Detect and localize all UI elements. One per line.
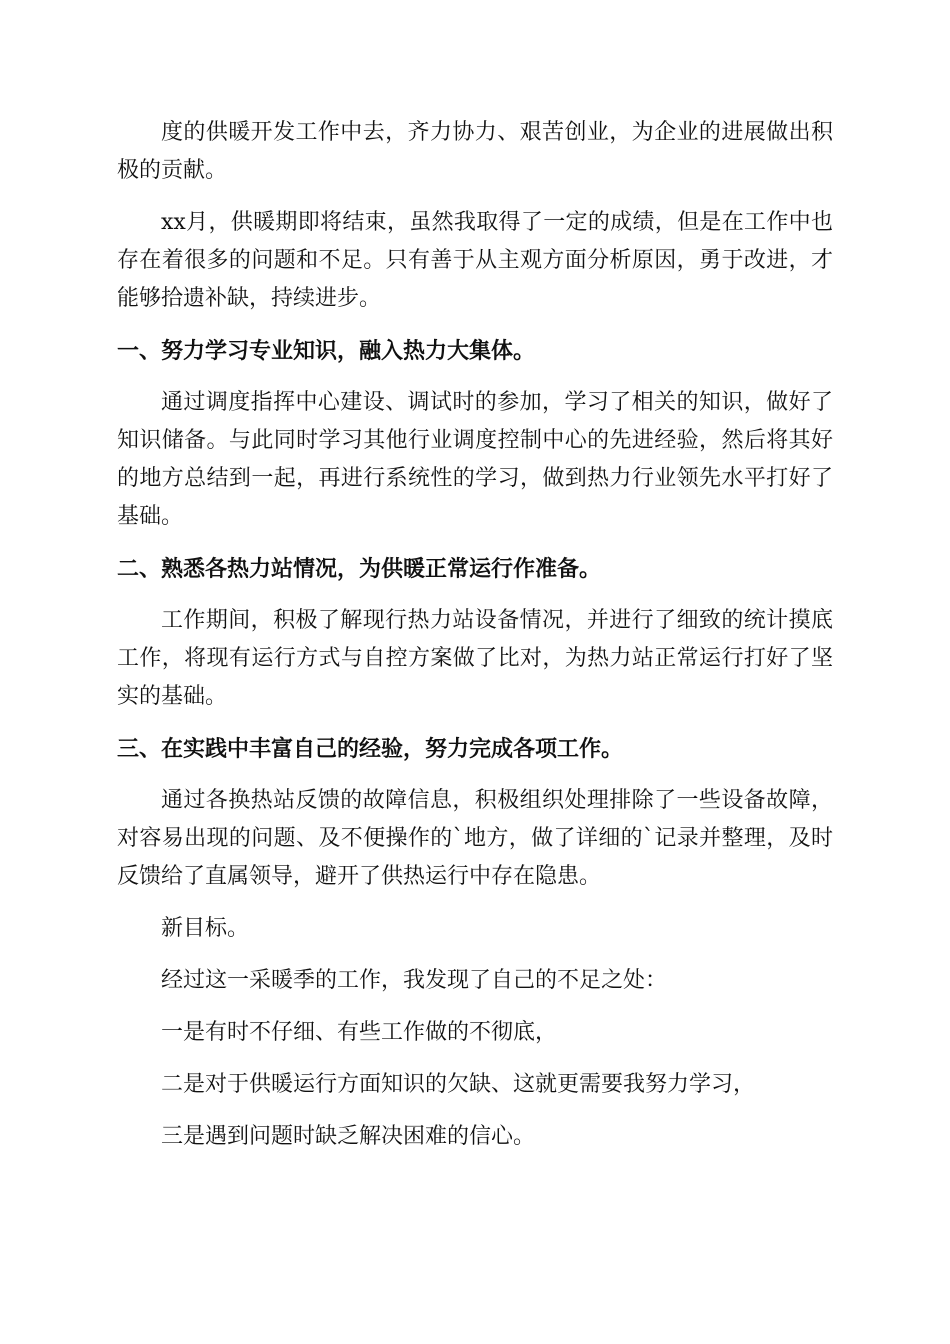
paragraph: 二是对于供暖运行方面知识的欠缺、这就更需要我努力学习， — [161, 1072, 756, 1097]
paragraph: 一是有时不仔细、有些工作做的不彻底， — [161, 1020, 558, 1045]
paragraph: 工作期间，积极了解现行热力站设备情况，并进行了细致的统计摸底工作，将现有运行方式与自控方案做了比对，为热力站正常运行打好了坚实的基础。 — [117, 608, 833, 709]
paragraph-gap — [117, 1104, 833, 1118]
paragraph-gap — [117, 896, 833, 910]
paragraph-gap — [117, 1052, 833, 1066]
paragraph-gap — [117, 190, 833, 204]
document-page — [117, 114, 833, 1156]
paragraph-gap — [117, 768, 833, 782]
section-heading: 一、努力学习专业知识，融入热力大集体。 — [117, 338, 536, 364]
paragraph-gap — [117, 948, 833, 962]
paragraph: xx月，供暖期即将结束，虽然我取得了一定的成绩，但是在工作中也存在着很多的问题和不足。只有善于从主观方面分析原因，勇于改进，才能够拾遗补缺，持续进步。 — [117, 210, 833, 311]
paragraph-gap — [117, 588, 833, 602]
paragraph-gap — [117, 370, 833, 384]
paragraph: 度的供暖开发工作中去，齐力协力、艰苦创业，为企业的进展做出积极的贡献。 — [117, 120, 833, 183]
section-heading: 三、在实践中丰富自己的经验，努力完成各项工作。 — [117, 736, 624, 762]
paragraph: 新目标。 — [161, 916, 250, 941]
paragraph-gap — [117, 716, 833, 730]
paragraph: 经过这一采暖季的工作，我发现了自己的不足之处： — [161, 968, 668, 993]
paragraph: 通过调度指挥中心建设、调试时的参加，学习了相关的知识，做好了知识储备。与此同时学习其他行业调度控制中心的先进经验，然后将其好的地方总结到一起，再进行系统性的学习，做到热力行业领先水平打好了基础。 — [117, 390, 833, 529]
paragraph-gap — [117, 536, 833, 550]
paragraph: 三是遇到问题时缺乏解决困难的信心。 — [161, 1124, 536, 1149]
section-heading: 二、熟悉各热力站情况，为供暖正常运行作准备。 — [117, 556, 602, 582]
paragraph-gap — [117, 1000, 833, 1014]
paragraph: 通过各换热站反馈的故障信息，积极组织处理排除了一些设备故障，对容易出现的问题、及不便操作的`地方，做了详细的`记录并整理，及时反馈给了直属领导，避开了供热运行中存在隐患。 — [117, 788, 833, 889]
paragraph-gap — [117, 318, 833, 332]
